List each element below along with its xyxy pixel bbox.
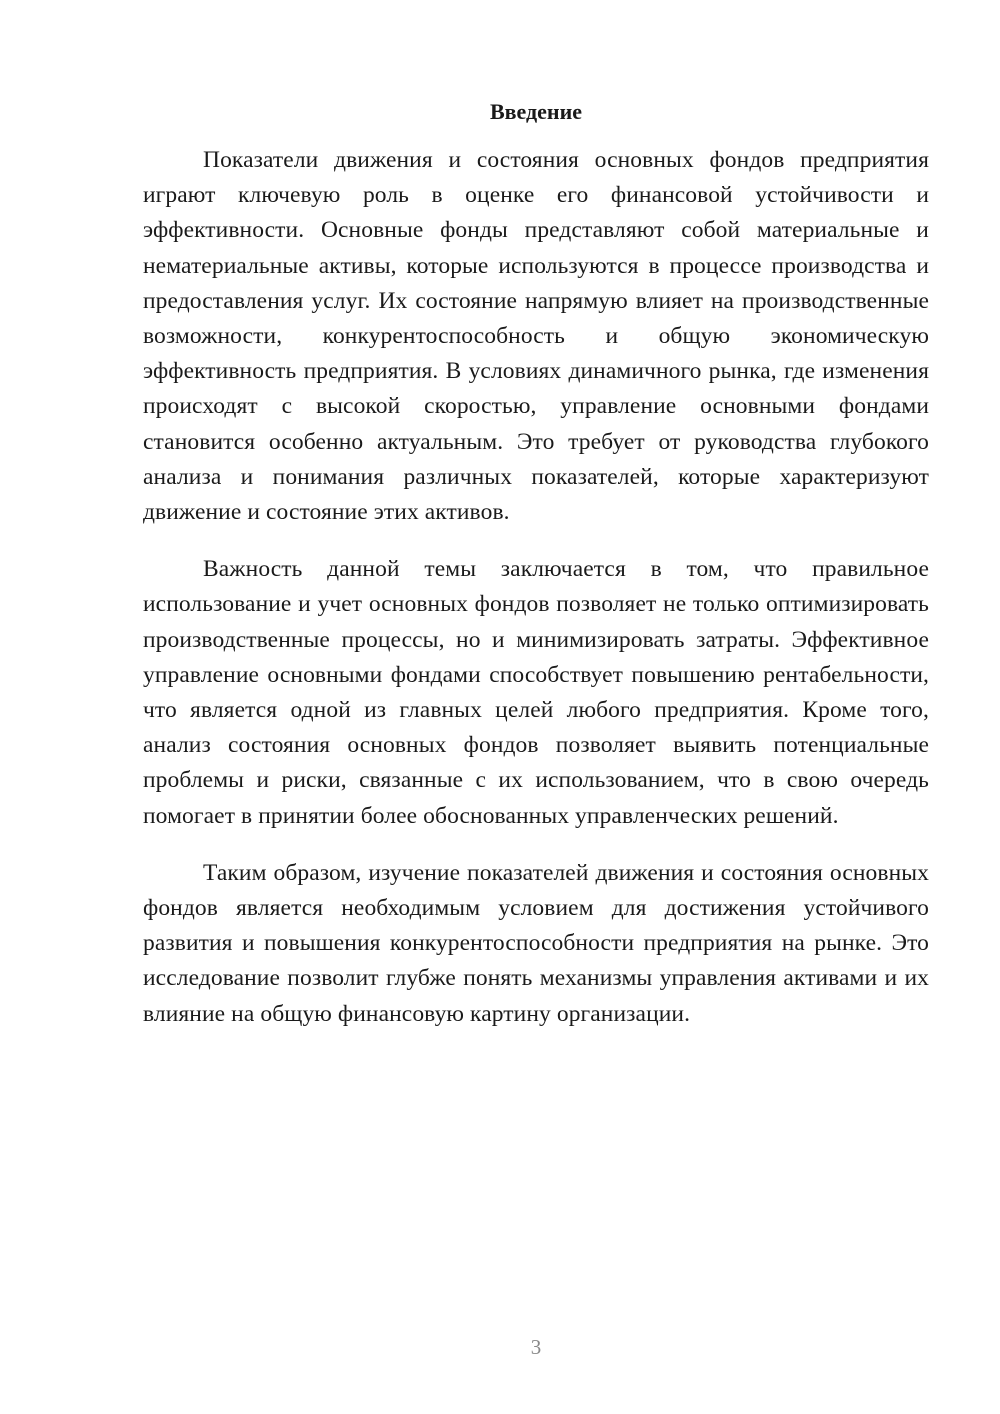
section-heading: Введение — [489, 99, 583, 124]
paragraph-2: Важность данной темы заключается в том, что правильное использование и учет основных фондов позволяет не только оптимизировать производственные процессы, но и минимизировать затраты. Эффективное управление основными фондами способствует повышению рентабельности, что является одной из главных целей любого предприятия. Кроме того, анализ состояния основных фондов позволяет выявить потенциальные проблемы и риски, связанные с их использованием, что в свою очередь помогает в принятии более обоснованных управленческих решений. — [143, 556, 929, 829]
paragraph-3: Таким образом, изучение показателей движения и состояния основных фондов является необходимым условием для достижения устойчивого развития и повышения конкурентоспособности предприятия на рынке. Это исследование позволит глубже понять механизмы управления активами и их влияние на общую финансовую картину организации. — [143, 859, 929, 1027]
paragraph-1: Показатели движения и состояния основных фондов предприятия играют ключевую роль в оценке его финансовой устойчивости и эффективности. Основные фонды представляют собой материальные и нематериальные активы, которые используются в процессе производства и предоставления услуг. Их состояние напрямую влияет на производственные возможности, конкурентоспособность и общую экономическую эффективность предприятия. В условиях динамичного рынка, где изменения происходят с высокой скоростью, управление основными фондами становится особенно актуальным. Это требует от руководства глубокого анализа и понимания различных показателей, которые характеризуют движение и состояние этих активов. — [143, 147, 929, 526]
body-text — [143, 143, 929, 1054]
page-number: 3 — [530, 1335, 542, 1359]
